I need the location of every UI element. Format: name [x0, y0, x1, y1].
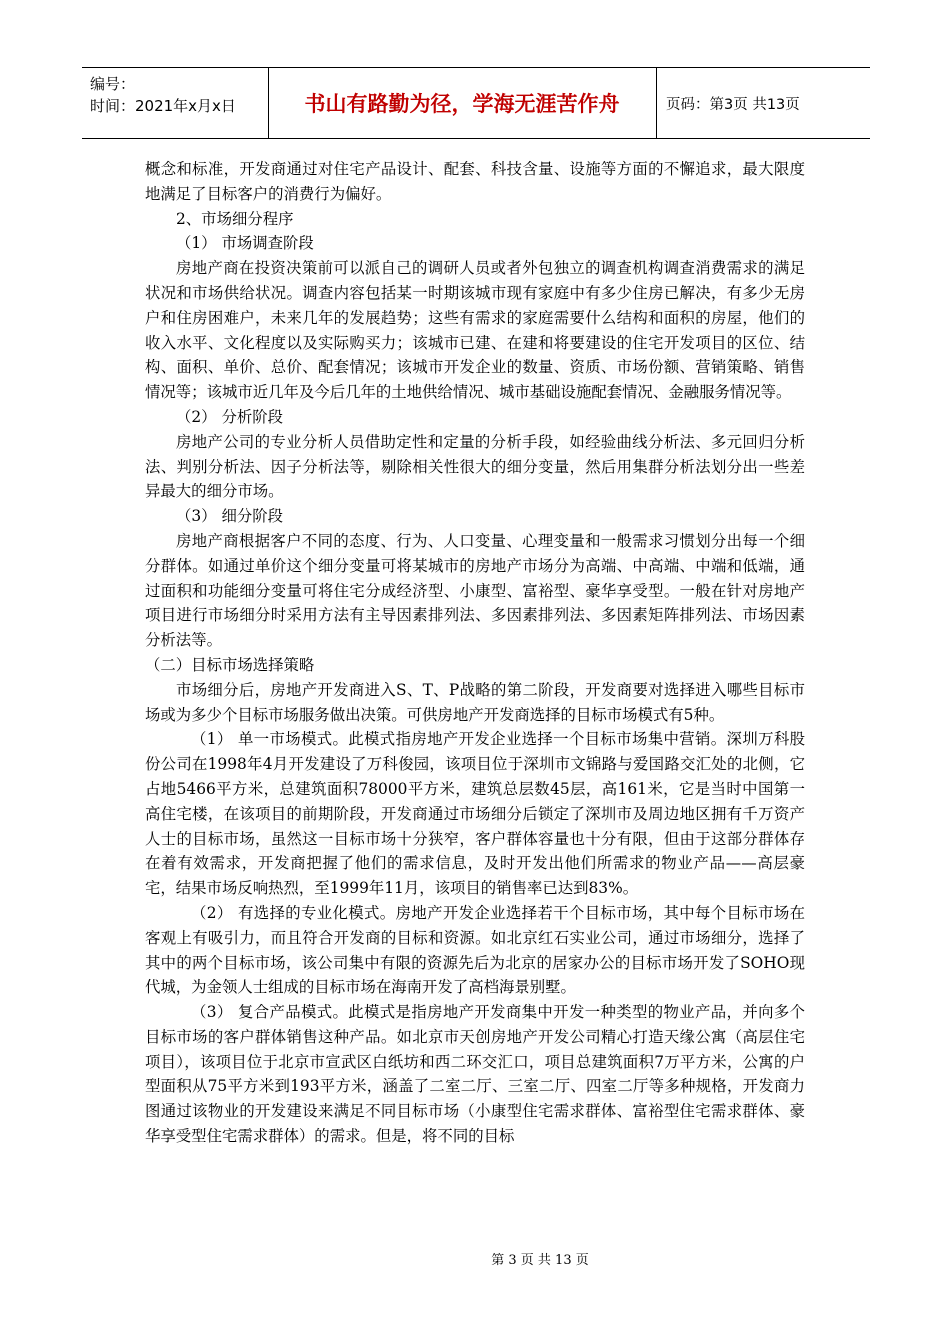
subsection-heading: （1） 市场调查阶段 — [176, 234, 314, 253]
page-header — [82, 67, 870, 139]
header-number: 编号： — [90, 75, 136, 93]
paragraph: （2） 有选择的专业化模式。房地产开发企业选择若干个目标市场，其中每个目标市场在客观上有吸引力，而且符合开发商的目标和资源。如北京红石实业公司，通过市场细分，选择了其中的两个目标市场，该公司集中有限的资源先后为北京的居家办公的目标市场开发了SOHO现代城，为金领人士组成的目标市场在海南开发了高档海景别墅。 — [145, 903, 805, 997]
subsection-heading: （2） 分析阶段 — [176, 407, 284, 426]
paragraph: 市场细分后，房地产开发商进入S、T、P战略的第二阶段，开发商要对选择进入哪些目标市场或为多少个目标市场服务做出决策。可供房地产开发商选择的目标市场模式有5种。 — [145, 680, 805, 724]
header-time: 时间：2021年x月x日 — [90, 97, 236, 115]
section-heading: （二）目标市场选择策略 — [145, 655, 315, 674]
header-page-info: 页码：第3页 共13页 — [666, 96, 800, 113]
header-motto: 书山有路勤为径，学海无涯苦作舟 — [268, 68, 657, 138]
paragraph: 房地产商根据客户不同的态度、行为、人口变量、心理变量和一般需求习惯划分出每一个细分群体。如通过单价这个细分变量可将某城市的房地产市场分为高端、中高端、中端和低端，通过面积和功能细分变量可将住宅分成经济型、小康型、富裕型、豪华享受型。一般在针对房地产项目进行市场细分时采用方法有主导因素排列法、多因素排列法、多因素矩阵排列法、市场因素分析法等。 — [145, 531, 805, 650]
page-footer: 第 3 页 共 13 页 — [491, 1253, 589, 1268]
paragraph: 房地产商在投资决策前可以派自己的调研人员或者外包独立的调查机构调查消费需求的满足状况和市场供给状况。调查内容包括某一时期该城市现有家庭中有多少住房已解决，有多少无房户和住房困难户，未来几年的发展趋势；这些有需求的家庭需要什么结构和面积的房屋，他们的收入水平、文化程度以及实际购买力；该城市已建、在建和将要建设的住宅开发项目的区位、结构、面积、单价、总价、配套情况；该城市开发企业的数量、资质、市场份额、营销策略、销售情况等；该城市近几年及今后几年的土地供给情况、城市基础设施配套情况、金融服务情况等。 — [145, 259, 805, 402]
paragraph: 房地产公司的专业分析人员借助定性和定量的分析手段，如经验曲线分析法、多元回归分析法、判别分析法、因子分析法等，剔除相关性很大的细分变量，然后用集群分析法划分出一些差异最大的细分市场。 — [145, 432, 805, 501]
document-body — [145, 157, 805, 1149]
header-meta — [82, 68, 269, 138]
paragraph: 概念和标准，开发商通过对住宅产品设计、配套、科技含量、设施等方面的不懈追求，最大限度地满足了目标客户的消费行为偏好。 — [145, 160, 805, 203]
paragraph: （3） 复合产品模式。此模式是指房地产开发商集中开发一种类型的物业产品，并向多个目标市场的客户群体销售这种产品。如北京市天创房地产开发公司精心打造天缘公寓（高层住宅项目），该项目位于北京市宣武区白纸坊和西二环交汇口，项目总建筑面积7万平方米，公寓的户型面积从75平方米到193平方米，涵盖了二室二厅、三室二厅、四室二厅等多种规格，开发商力图通过该物业的开发建设来满足不同目标市场（小康型住宅需求群体、富裕型住宅需求群体、豪华享受型住宅需求群体）的需求。但是，将不同的目标 — [145, 1003, 805, 1146]
section-heading: 2、市场细分程序 — [176, 209, 294, 228]
subsection-heading: （3） 细分阶段 — [176, 507, 284, 526]
paragraph: （1） 单一市场模式。此模式指房地产开发企业选择一个目标市场集中营销。深圳万科股份公司在1998年4月开发建设了万科俊园，该项目位于深圳市文锦路与爱国路交汇处的北侧，它占地5466平方米，总建筑面积78000平方米，建筑总层数45层，高161米，它是当时中国第一高住宅楼，在该项目的前期阶段，开发商通过市场细分后锁定了深圳市及周边地区拥有千万资产人士的目标市场，虽然这一目标市场十分狭窄，客户群体容量也十分有限，但由于这部分群体存在着有效需求，开发商把握了他们的需求信息，及时开发出他们所需求的物业产品——高层豪宅，结果市场反响热烈，至1999年11月，该项目的销售率已达到83%。 — [145, 730, 805, 898]
